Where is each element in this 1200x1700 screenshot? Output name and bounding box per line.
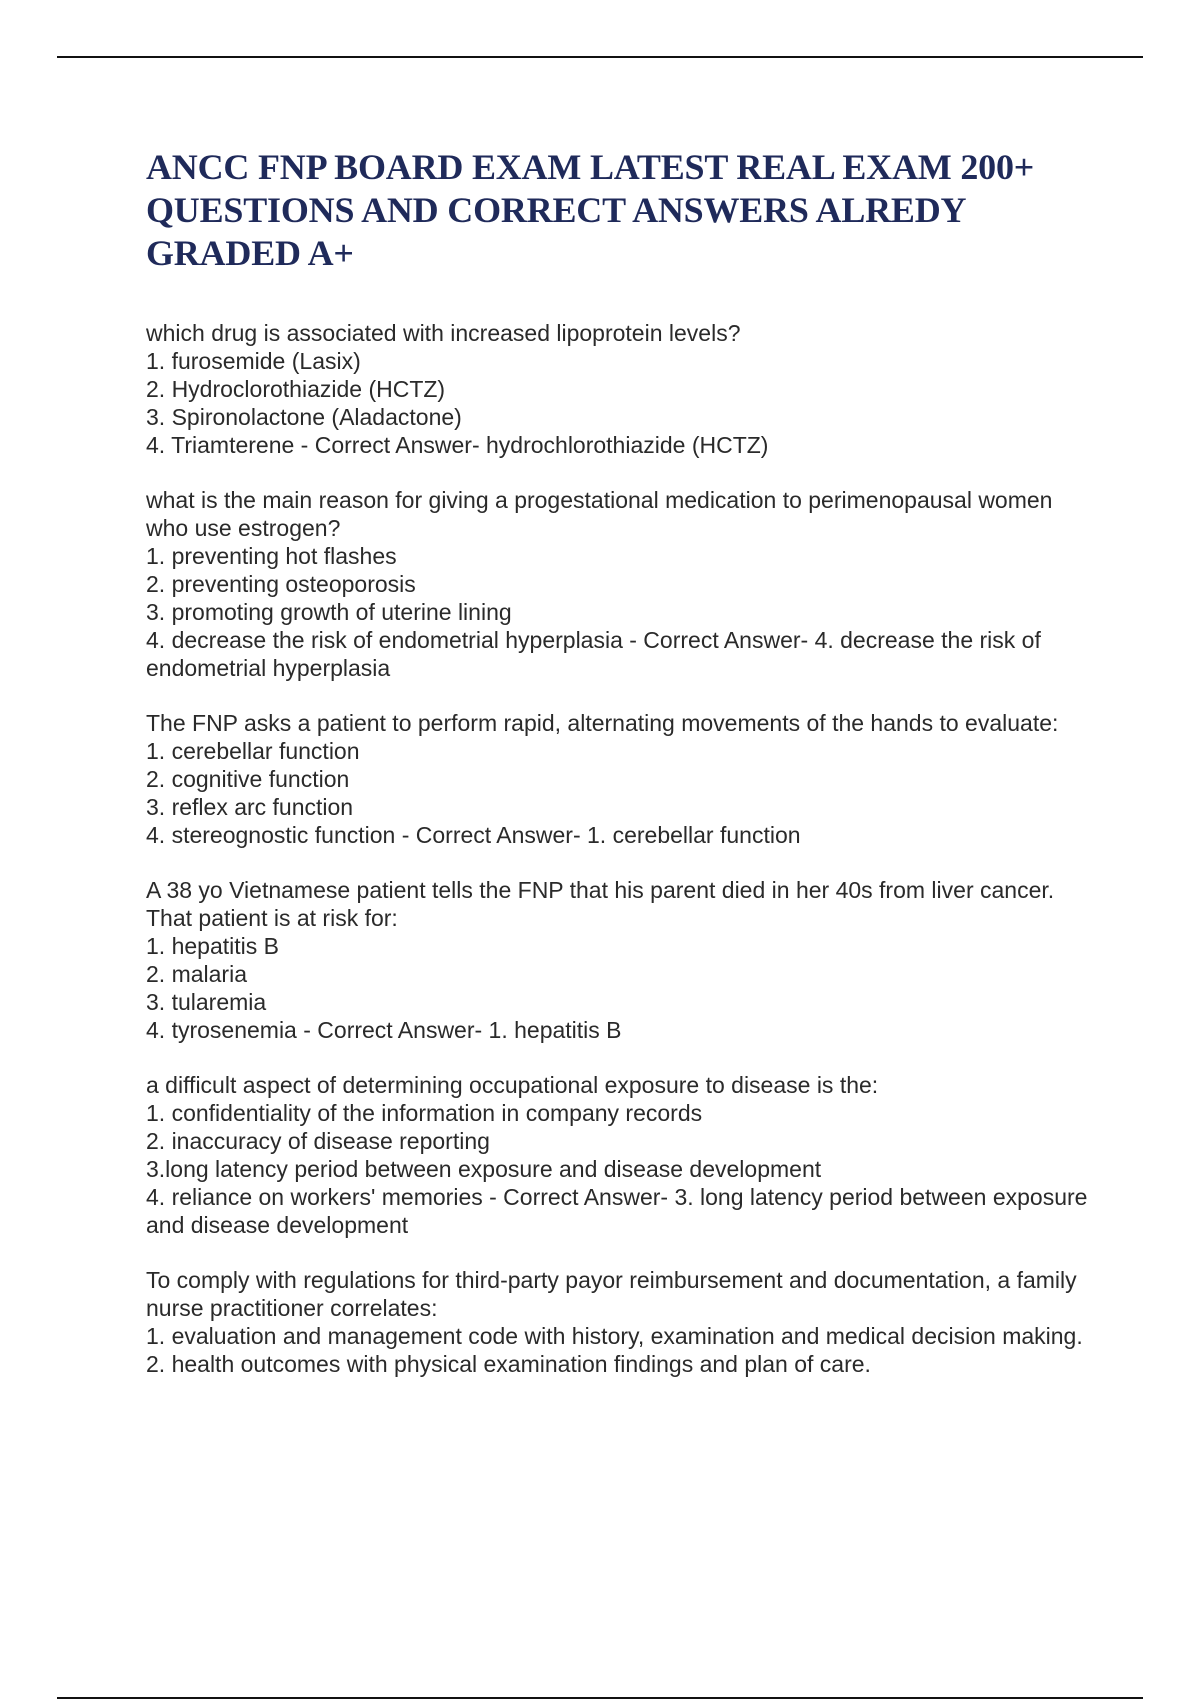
question-text: A 38 yo Vietnamese patient tells the FNP that his parent died in her 40s from liver cancer. That patient is at risk for: bbox=[146, 877, 1055, 931]
question-block bbox=[146, 876, 1096, 1044]
option-2: 2. Hydroclorothiazide (HCTZ) bbox=[146, 376, 446, 402]
option-3: 3. promoting growth of uterine lining bbox=[146, 599, 512, 625]
question-text: The FNP asks a patient to perform rapid, alternating movements of the hands to evaluate: bbox=[146, 710, 1059, 736]
option-1: 1. evaluation and management code with history, examination and medical decision making. bbox=[146, 1323, 1083, 1349]
question-block bbox=[146, 1071, 1096, 1239]
option-4-with-answer: 4. tyrosenemia - Correct Answer- 1. hepatitis B bbox=[146, 1017, 622, 1043]
option-2: 2. preventing osteoporosis bbox=[146, 571, 416, 597]
option-3: 3. tularemia bbox=[146, 989, 267, 1015]
option-2: 2. inaccuracy of disease reporting bbox=[146, 1128, 490, 1154]
top-rule bbox=[57, 56, 1143, 58]
option-1: 1. preventing hot flashes bbox=[146, 543, 397, 569]
option-4-with-answer: 4. stereognostic function - Correct Answer- 1. cerebellar function bbox=[146, 822, 801, 848]
option-2: 2. cognitive function bbox=[146, 766, 350, 792]
question-text: To comply with regulations for third-party payor reimbursement and documentation, a family nurse practitioner correlates: bbox=[146, 1267, 1077, 1321]
question-block bbox=[146, 319, 1096, 459]
question-block bbox=[146, 486, 1096, 682]
option-4-with-answer: 4. decrease the risk of endometrial hyperplasia - Correct Answer- 4. decrease the risk of endometrial hyperplasia bbox=[146, 627, 1041, 681]
document-title: ANCC FNP BOARD EXAM LATEST REAL EXAM 200+ QUESTIONS AND CORRECT ANSWERS ALREDY GRADED A+ bbox=[146, 147, 1035, 273]
option-1: 1. confidentiality of the information in company records bbox=[146, 1100, 703, 1126]
option-1: 1. cerebellar function bbox=[146, 738, 360, 764]
question-text: which drug is associated with increased lipoprotein levels? bbox=[146, 320, 741, 346]
option-2: 2. malaria bbox=[146, 961, 247, 987]
bottom-rule bbox=[57, 1697, 1143, 1699]
question-text: a difficult aspect of determining occupational exposure to disease is the: bbox=[146, 1072, 879, 1098]
document-body bbox=[146, 146, 1096, 1405]
question-block bbox=[146, 709, 1096, 849]
option-3: 3. reflex arc function bbox=[146, 794, 354, 820]
option-4-with-answer: 4. reliance on workers' memories - Correct Answer- 3. long latency period between exposure and disease development bbox=[146, 1184, 1088, 1238]
question-block bbox=[146, 1266, 1096, 1378]
option-2: 2. health outcomes with physical examination findings and plan of care. bbox=[146, 1351, 871, 1377]
option-3: 3. Spironolactone (Aladactone) bbox=[146, 404, 462, 430]
option-1: 1. hepatitis B bbox=[146, 933, 279, 959]
option-4-with-answer: 4. Triamterene - Correct Answer- hydrochlorothiazide (HCTZ) bbox=[146, 432, 769, 458]
option-1: 1. furosemide (Lasix) bbox=[146, 348, 361, 374]
option-3: 3.long latency period between exposure and disease development bbox=[146, 1156, 822, 1182]
question-text: what is the main reason for giving a progestational medication to perimenopausal women who use estrogen? bbox=[146, 487, 1053, 541]
